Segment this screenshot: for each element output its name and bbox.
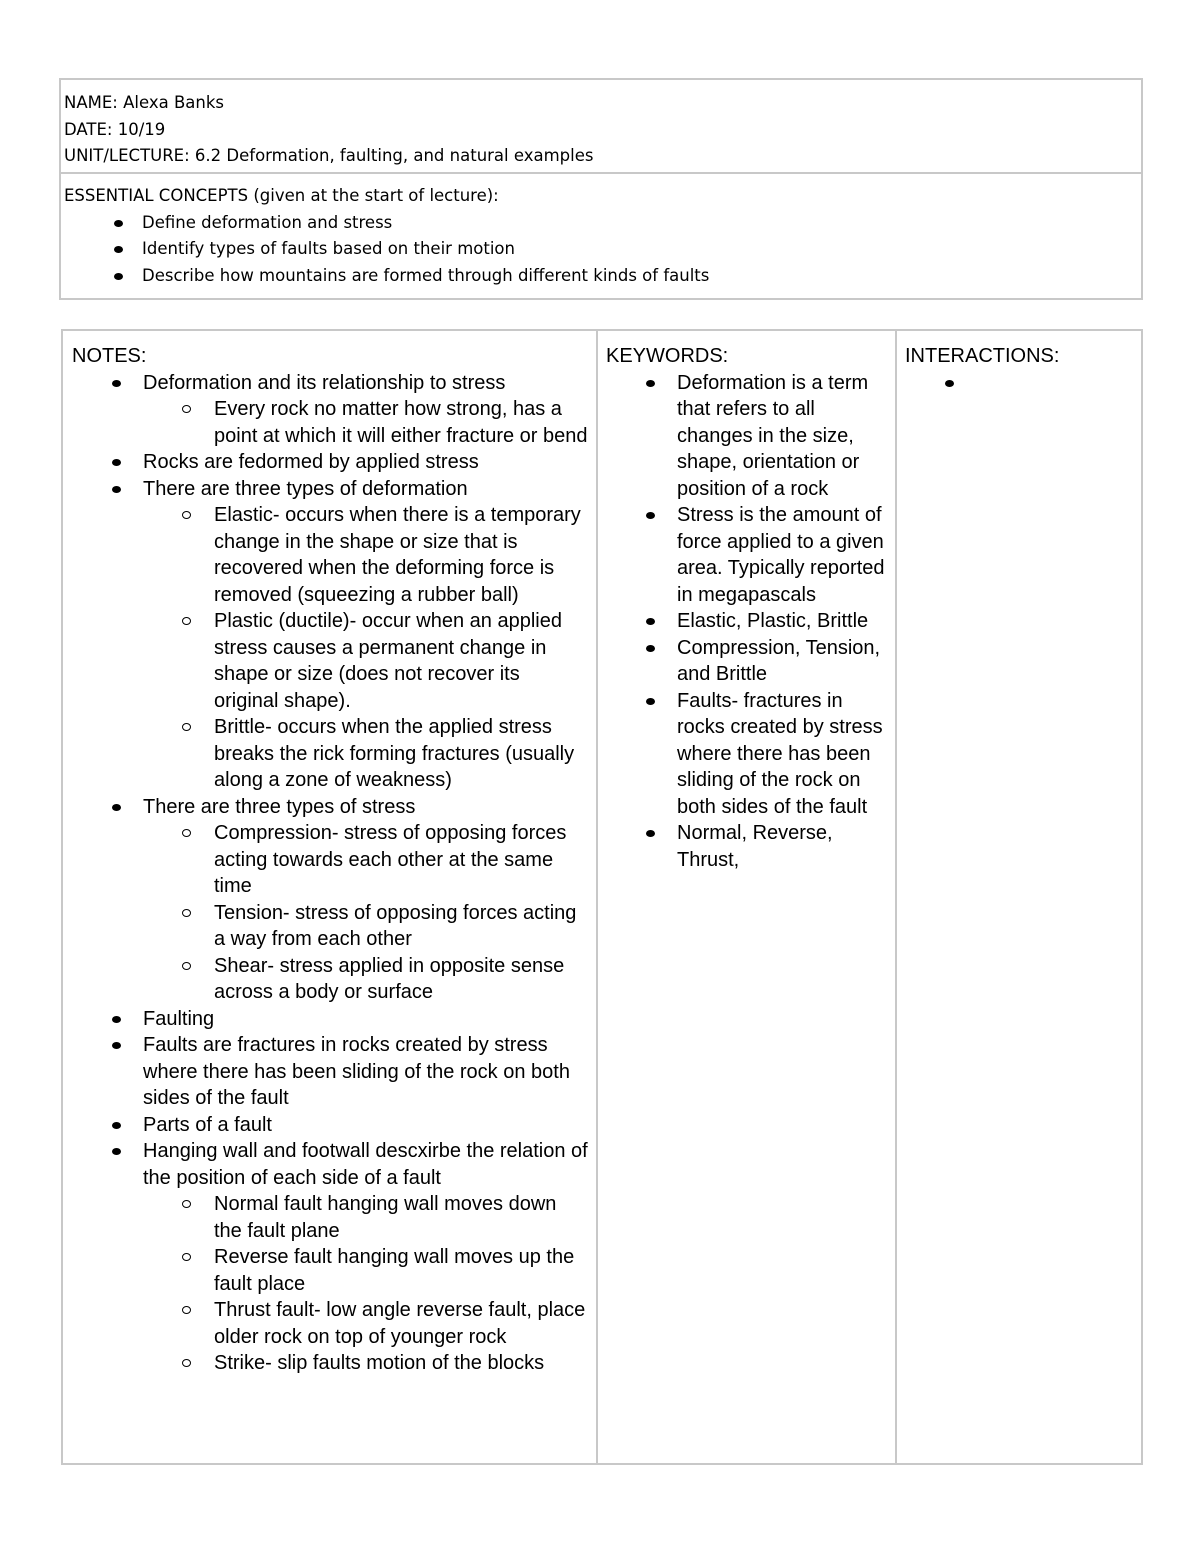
concept-item (64, 263, 1141, 290)
bullet-icon (114, 246, 123, 253)
keywords-column (598, 331, 897, 1463)
bullet-icon (114, 220, 123, 227)
concept-text: Describe how mountains are formed through different kinds of faults (142, 265, 710, 285)
hollow-bullet-icon (182, 723, 191, 731)
keywords-heading: KEYWORDS: (606, 345, 729, 367)
note-sublist (143, 502, 588, 794)
interaction-item (905, 370, 1143, 397)
keyword-item (606, 635, 895, 688)
concept-item (64, 236, 1141, 263)
note-subitem (72, 396, 588, 449)
interactions-heading: INTERACTIONS: (905, 345, 1060, 367)
bullet-icon (112, 1122, 121, 1129)
hollow-bullet-icon (182, 617, 191, 625)
note-item-text: Faults are fractures in rocks created by stress where there has been sliding of the rock on both sides of the fault (143, 1034, 570, 1109)
bullet-icon (646, 618, 655, 625)
note-subitem (72, 1350, 588, 1377)
note-subitem-text: Thrust fault- low angle reverse fault, place older rock on top of younger rock (214, 1299, 586, 1348)
keyword-item (606, 688, 895, 821)
interactions-column (897, 331, 1143, 1463)
note-subitem-text: Reverse fault hanging wall moves up the fault place (214, 1246, 575, 1295)
note-subitem-text: Brittle- occurs when the applied stress breaks the rick forming fractures (usually along a zone of weakness) (214, 716, 575, 791)
note-subitem (72, 714, 588, 794)
concept-item (64, 210, 1141, 237)
keyword-item (606, 502, 895, 608)
hollow-bullet-icon (182, 909, 191, 917)
concepts-heading: ESSENTIAL CONCEPTS (given at the start of lecture): (64, 186, 499, 205)
note-subitem (72, 820, 588, 900)
header-box (59, 78, 1143, 300)
note-item (72, 1112, 596, 1139)
note-item (72, 1006, 596, 1033)
keyword-item-text: Stress is the amount of force applied to a given area. Typically reported in megapascals (677, 504, 885, 606)
note-item-text: Parts of a fault (143, 1113, 272, 1136)
keyword-item (606, 370, 895, 503)
note-subitem (72, 900, 588, 953)
bullet-icon (646, 380, 655, 387)
note-subitem-text: Strike- slip faults motion of the blocks (214, 1352, 545, 1374)
note-item-text: There are three types of deformation (143, 477, 468, 500)
bullet-icon (112, 1016, 121, 1023)
hollow-bullet-icon (182, 829, 191, 837)
keyword-item-text: Faults- fractures in rocks created by stress where there has been sliding of the rock on both sides of the fault (677, 689, 883, 818)
bullet-icon (112, 1148, 121, 1155)
note-item (72, 794, 596, 1006)
unit-line: UNIT/LECTURE: 6.2 Deformation, faulting, and natural examples (64, 146, 594, 165)
bullet-icon (112, 459, 121, 466)
note-item-text: There are three types of stress (143, 795, 416, 818)
note-subitem (72, 608, 588, 714)
hollow-bullet-icon (182, 1253, 191, 1261)
note-sublist (143, 396, 588, 449)
note-subitem-text: Compression- stress of opposing forces acting towards each other at the same time (214, 822, 567, 897)
note-subitem-text: Shear- stress applied in opposite sense across a body or surface (214, 954, 565, 1003)
notes-heading: NOTES: (72, 345, 147, 367)
note-item-text: Hanging wall and footwall descxirbe the relation of the position of each side of a fault (143, 1140, 588, 1189)
note-subitem-text: Tension- stress of opposing forces acting a way from each other (214, 901, 577, 950)
note-item (72, 370, 596, 450)
name-line: NAME: Alexa Banks (64, 93, 224, 112)
hollow-bullet-icon (182, 1200, 191, 1208)
bullet-icon (112, 1042, 121, 1049)
interactions-list (905, 370, 1143, 397)
concepts-list (64, 210, 1141, 290)
keyword-item (606, 608, 895, 635)
bullet-icon (112, 486, 121, 493)
note-subitem-text: Elastic- occurs when there is a temporary change in the shape or size that is recovered when the deforming force is removed (squeezing a rubber ball) (214, 504, 581, 606)
note-subitem (72, 1244, 588, 1297)
keyword-item-text: Elastic, Plastic, Brittle (677, 610, 869, 632)
notes-list (72, 370, 596, 1377)
bullet-icon (112, 380, 121, 387)
note-subitem-text: Every rock no matter how strong, has a point at which it will either fracture or bend (214, 398, 588, 447)
bullet-icon (114, 273, 123, 280)
essential-concepts (61, 174, 1141, 289)
note-item-text: Rocks are fedormed by applied stress (143, 451, 479, 473)
hollow-bullet-icon (182, 1306, 191, 1314)
note-item (72, 1032, 596, 1112)
note-item (72, 476, 596, 794)
keyword-item-text: Normal, Reverse, Thrust, (677, 822, 833, 871)
note-subitem (72, 1297, 588, 1350)
bullet-icon (646, 645, 655, 652)
note-subitem (72, 953, 588, 1006)
note-subitem (72, 502, 588, 608)
note-subitem-text: Normal fault hanging wall moves down the fault plane (214, 1193, 557, 1242)
note-subitem (72, 1191, 588, 1244)
bullet-icon (112, 804, 121, 811)
notes-table (61, 329, 1143, 1465)
keyword-item (606, 820, 895, 873)
keywords-list (606, 370, 895, 874)
hollow-bullet-icon (182, 511, 191, 519)
concept-text: Define deformation and stress (142, 212, 393, 232)
note-item (72, 449, 596, 476)
note-sublist (143, 1191, 588, 1377)
keyword-item-text: Deformation is a term that refers to all changes in the size, shape, orientation or position of a rock (677, 371, 869, 500)
note-item-text: Deformation and its relationship to stress (143, 371, 506, 394)
date-line: DATE: 10/19 (64, 119, 166, 139)
note-sublist (143, 820, 588, 1006)
concept-text: Identify types of faults based on their motion (142, 239, 515, 258)
hollow-bullet-icon (182, 962, 191, 970)
bullet-icon (646, 698, 655, 705)
keyword-item-text: Compression, Tension, and Brittle (677, 636, 881, 685)
hollow-bullet-icon (182, 1359, 191, 1367)
bullet-icon (646, 830, 655, 837)
header-info (61, 80, 1141, 174)
bullet-icon (945, 380, 954, 387)
note-item (72, 1138, 596, 1377)
notes-column (63, 331, 598, 1463)
bullet-icon (646, 512, 655, 519)
hollow-bullet-icon (182, 405, 191, 413)
note-item-text: Faulting (143, 1007, 215, 1030)
note-subitem-text: Plastic (ductile)- occur when an applied stress causes a permanent change in shape or size (does not recover its original shape). (214, 610, 562, 712)
